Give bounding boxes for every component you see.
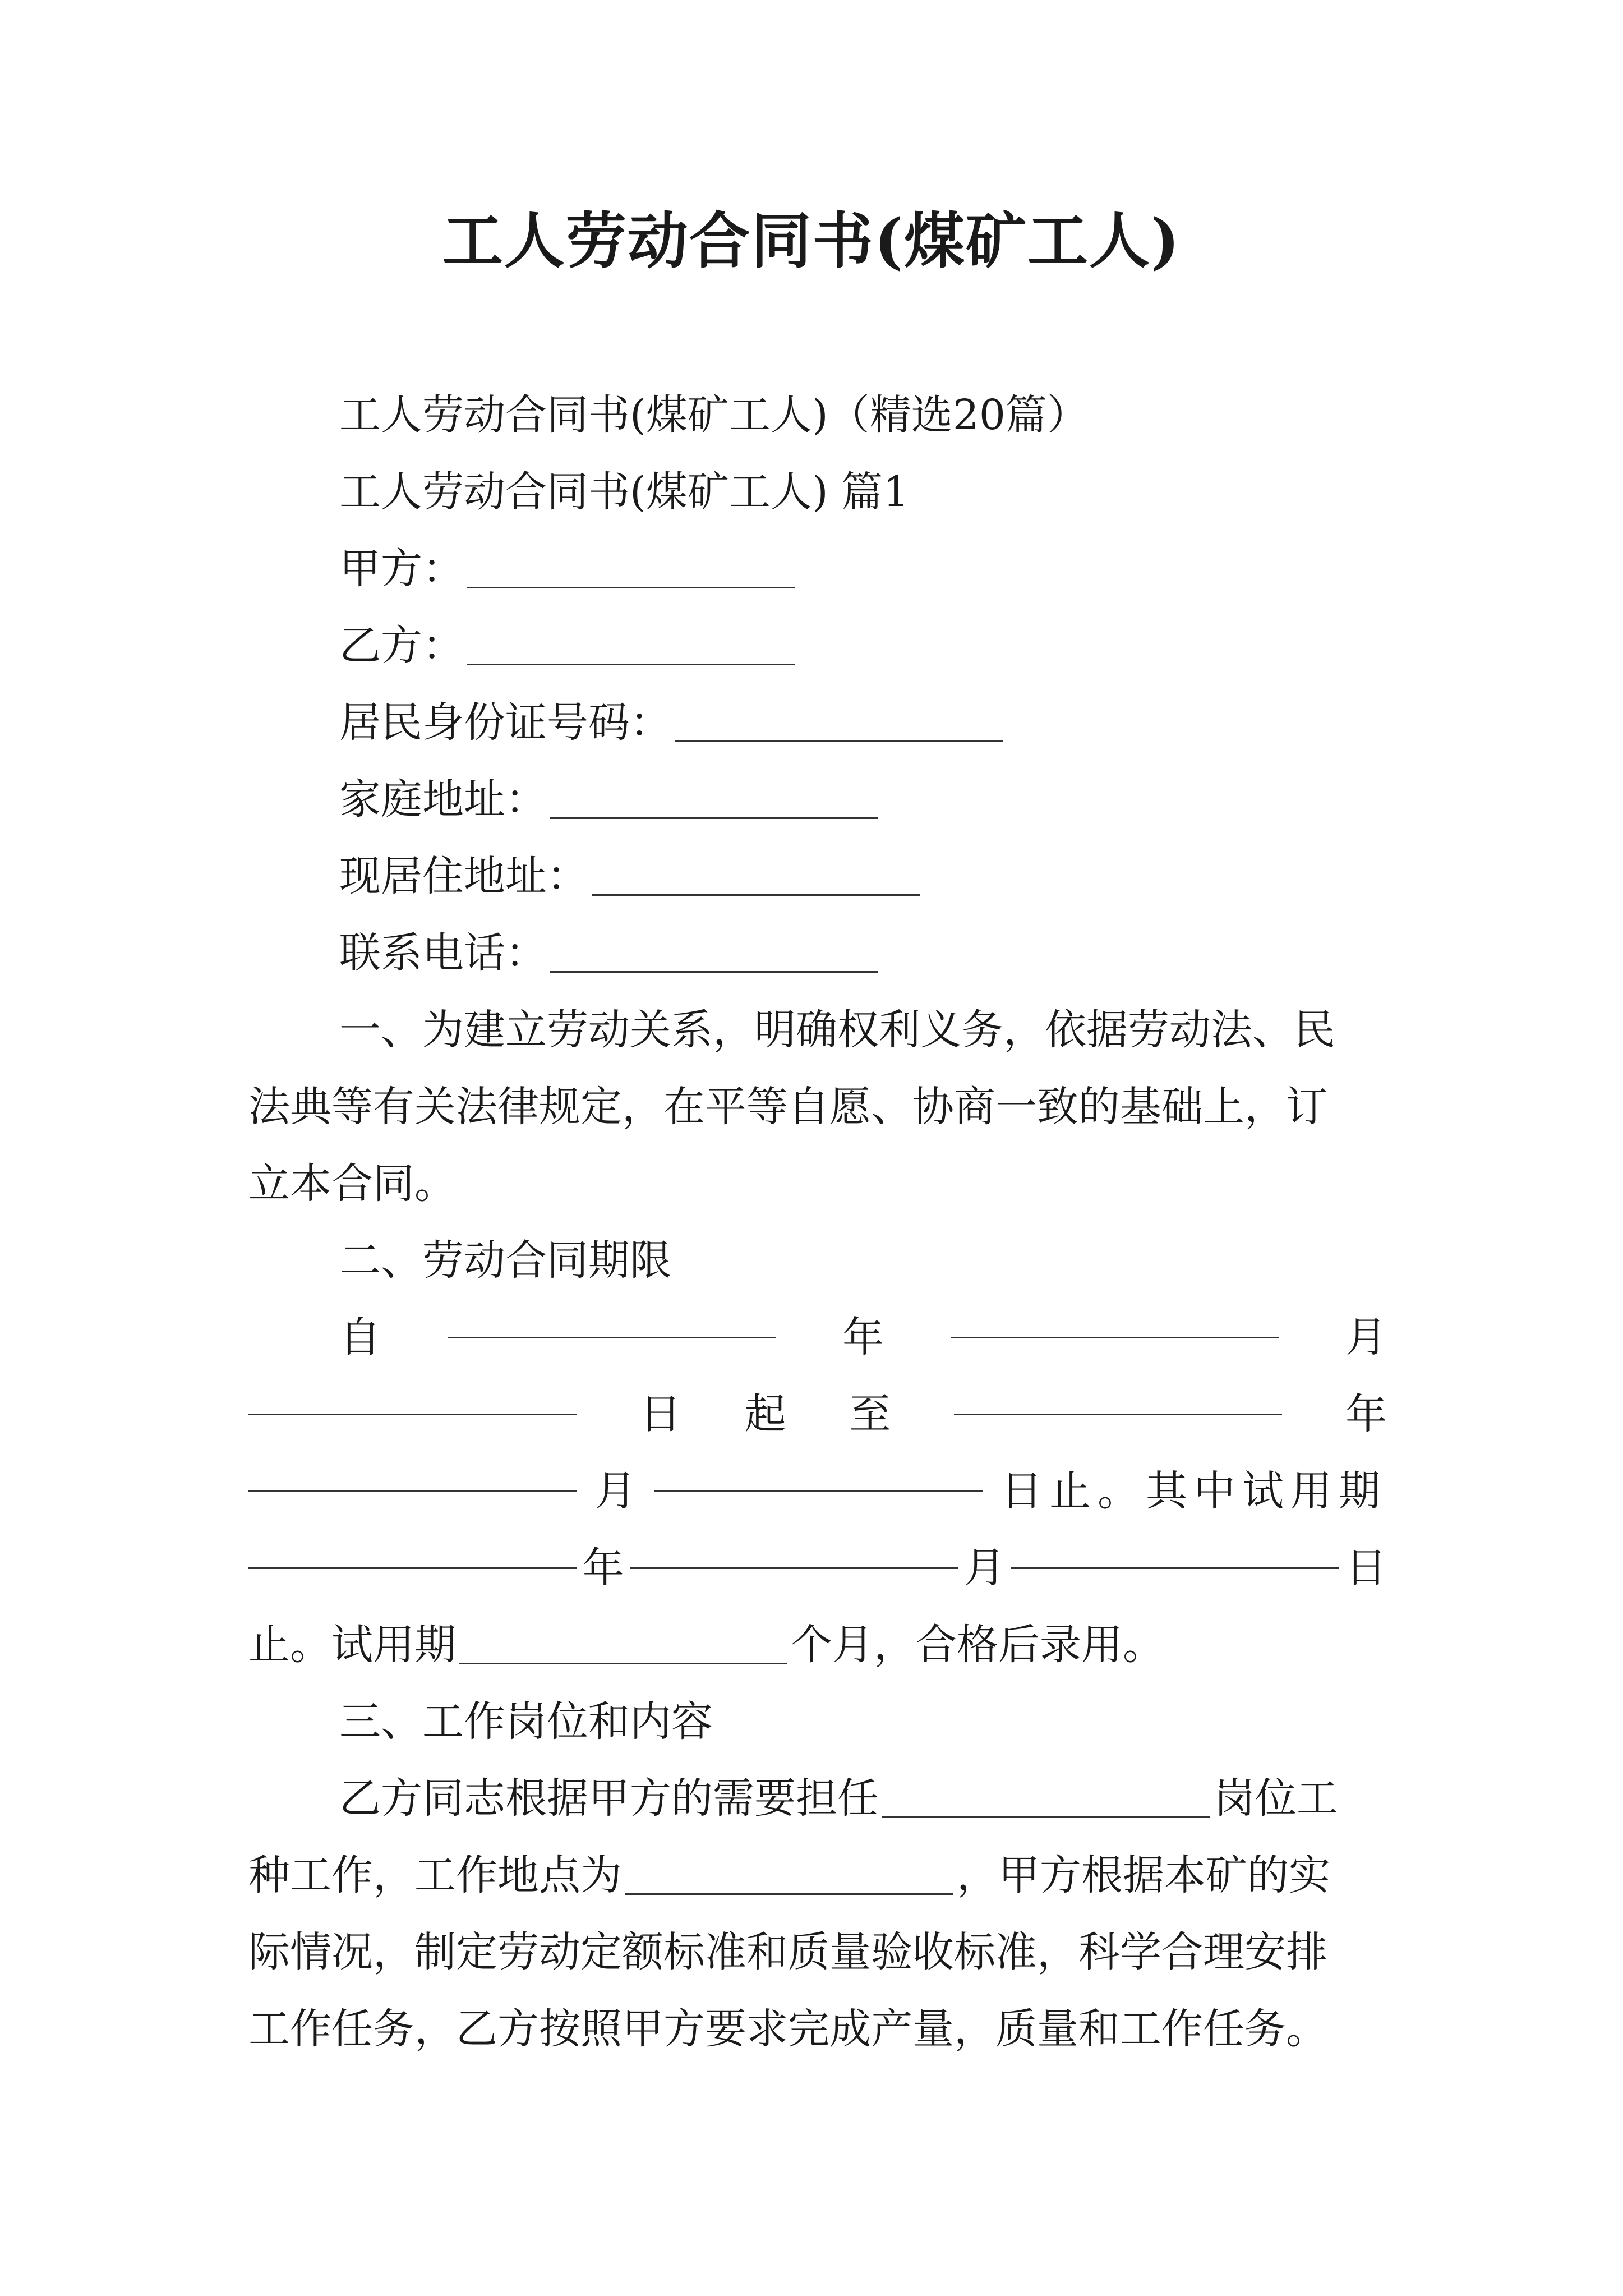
section3-p2-end: ，甲方根据本矿的实 [957,1851,1330,1899]
section3-heading: 三、工作岗位和内容 [339,1697,713,1746]
term-blank-4 [954,1414,1282,1415]
term-blank-5 [248,1490,577,1492]
term-year-1: 年 [842,1313,884,1361]
term-day-2: 日 [1345,1544,1387,1592]
term-blank-2 [951,1337,1279,1338]
term-month-1: 月 [1345,1313,1387,1361]
id-number-label: 居民身份证号码： [339,698,671,747]
party-b-blank [467,664,795,665]
term-month-2: 月 [594,1467,637,1515]
party-a-label: 甲方： [339,545,464,593]
term-day-1: 日 [639,1390,681,1438]
probation-months-blank [459,1663,787,1664]
term-blank-1 [448,1337,776,1338]
phone-field [248,915,1387,992]
section3-p1-end: 岗位工 [1214,1774,1338,1823]
workplace-blank [625,1893,953,1895]
party-a-field [248,531,1387,608]
home-address-blank [550,817,878,819]
home-address-label: 家庭地址： [339,775,547,823]
section3-line2 [248,1837,1387,1914]
term-from: 自 [339,1313,381,1361]
term-month-3: 月 [963,1544,1006,1592]
term-qi: 起 [744,1390,786,1438]
party-b-label: 乙方： [339,622,464,670]
document-title: 工人劳动合同书(煤矿工人) [442,206,1181,277]
party-b-field [248,608,1387,684]
home-address-field [248,761,1387,838]
term-zhi: 至 [849,1390,891,1438]
term-day-end-probation: 日止。其中试用期 [1000,1467,1387,1515]
party-a-blank [467,587,795,588]
document-body [248,377,1387,2068]
position-blank [882,1816,1210,1818]
section3-p1-start: 乙方同志根据甲方的需要担任 [339,1774,879,1823]
term-year-2: 年 [1345,1390,1387,1438]
term-row-3 [248,1453,1387,1530]
current-address-label: 现居住地址： [339,852,588,900]
phone-blank [550,971,878,973]
section3-line4: 工作任务，乙方按照甲方要求完成产量，质量和工作任务。 [248,2005,1327,2053]
term-blank-9 [1011,1567,1339,1569]
current-address-blank [592,894,920,896]
term-blank-7 [248,1567,577,1569]
term-row-2 [248,1376,1387,1453]
section3-p2-start: 种工作，工作地点为 [248,1851,622,1899]
term-row-4 [248,1530,1387,1607]
term-blank-8 [630,1567,958,1569]
id-number-field [248,684,1387,761]
id-number-blank [675,740,1003,742]
phone-label: 联系电话： [339,929,547,977]
section1-line2: 法典等有关法律规定，在平等自愿、协商一致的基础上，订 [248,1083,1327,1131]
section1-line3: 立本合同。 [248,1159,456,1208]
section3-line3: 际情况，制定劳动定额标准和质量验收标准，科学合理安排 [248,1928,1327,1976]
term-blank-6 [654,1490,983,1492]
probation-months-after: 个月，合格后录用。 [791,1621,1164,1669]
section2-heading: 二、劳动合同期限 [339,1236,671,1285]
article-heading: 工人劳动合同书(煤矿工人) 篇1 [339,468,910,516]
section1-line1: 一、为建立劳动关系，明确权利义务，依据劳动法、民 [339,1006,1335,1054]
document-subtitle: 工人劳动合同书(煤矿工人)（精选20篇） [339,391,1089,439]
current-address-field [248,838,1387,915]
term-year-3: 年 [582,1544,624,1592]
section3-line1 [248,1760,1387,1837]
probation-stop: 止。试用期 [248,1621,456,1669]
term-row-1 [248,1299,1387,1376]
term-blank-3 [248,1414,577,1415]
term-row-5 [248,1607,1387,1683]
